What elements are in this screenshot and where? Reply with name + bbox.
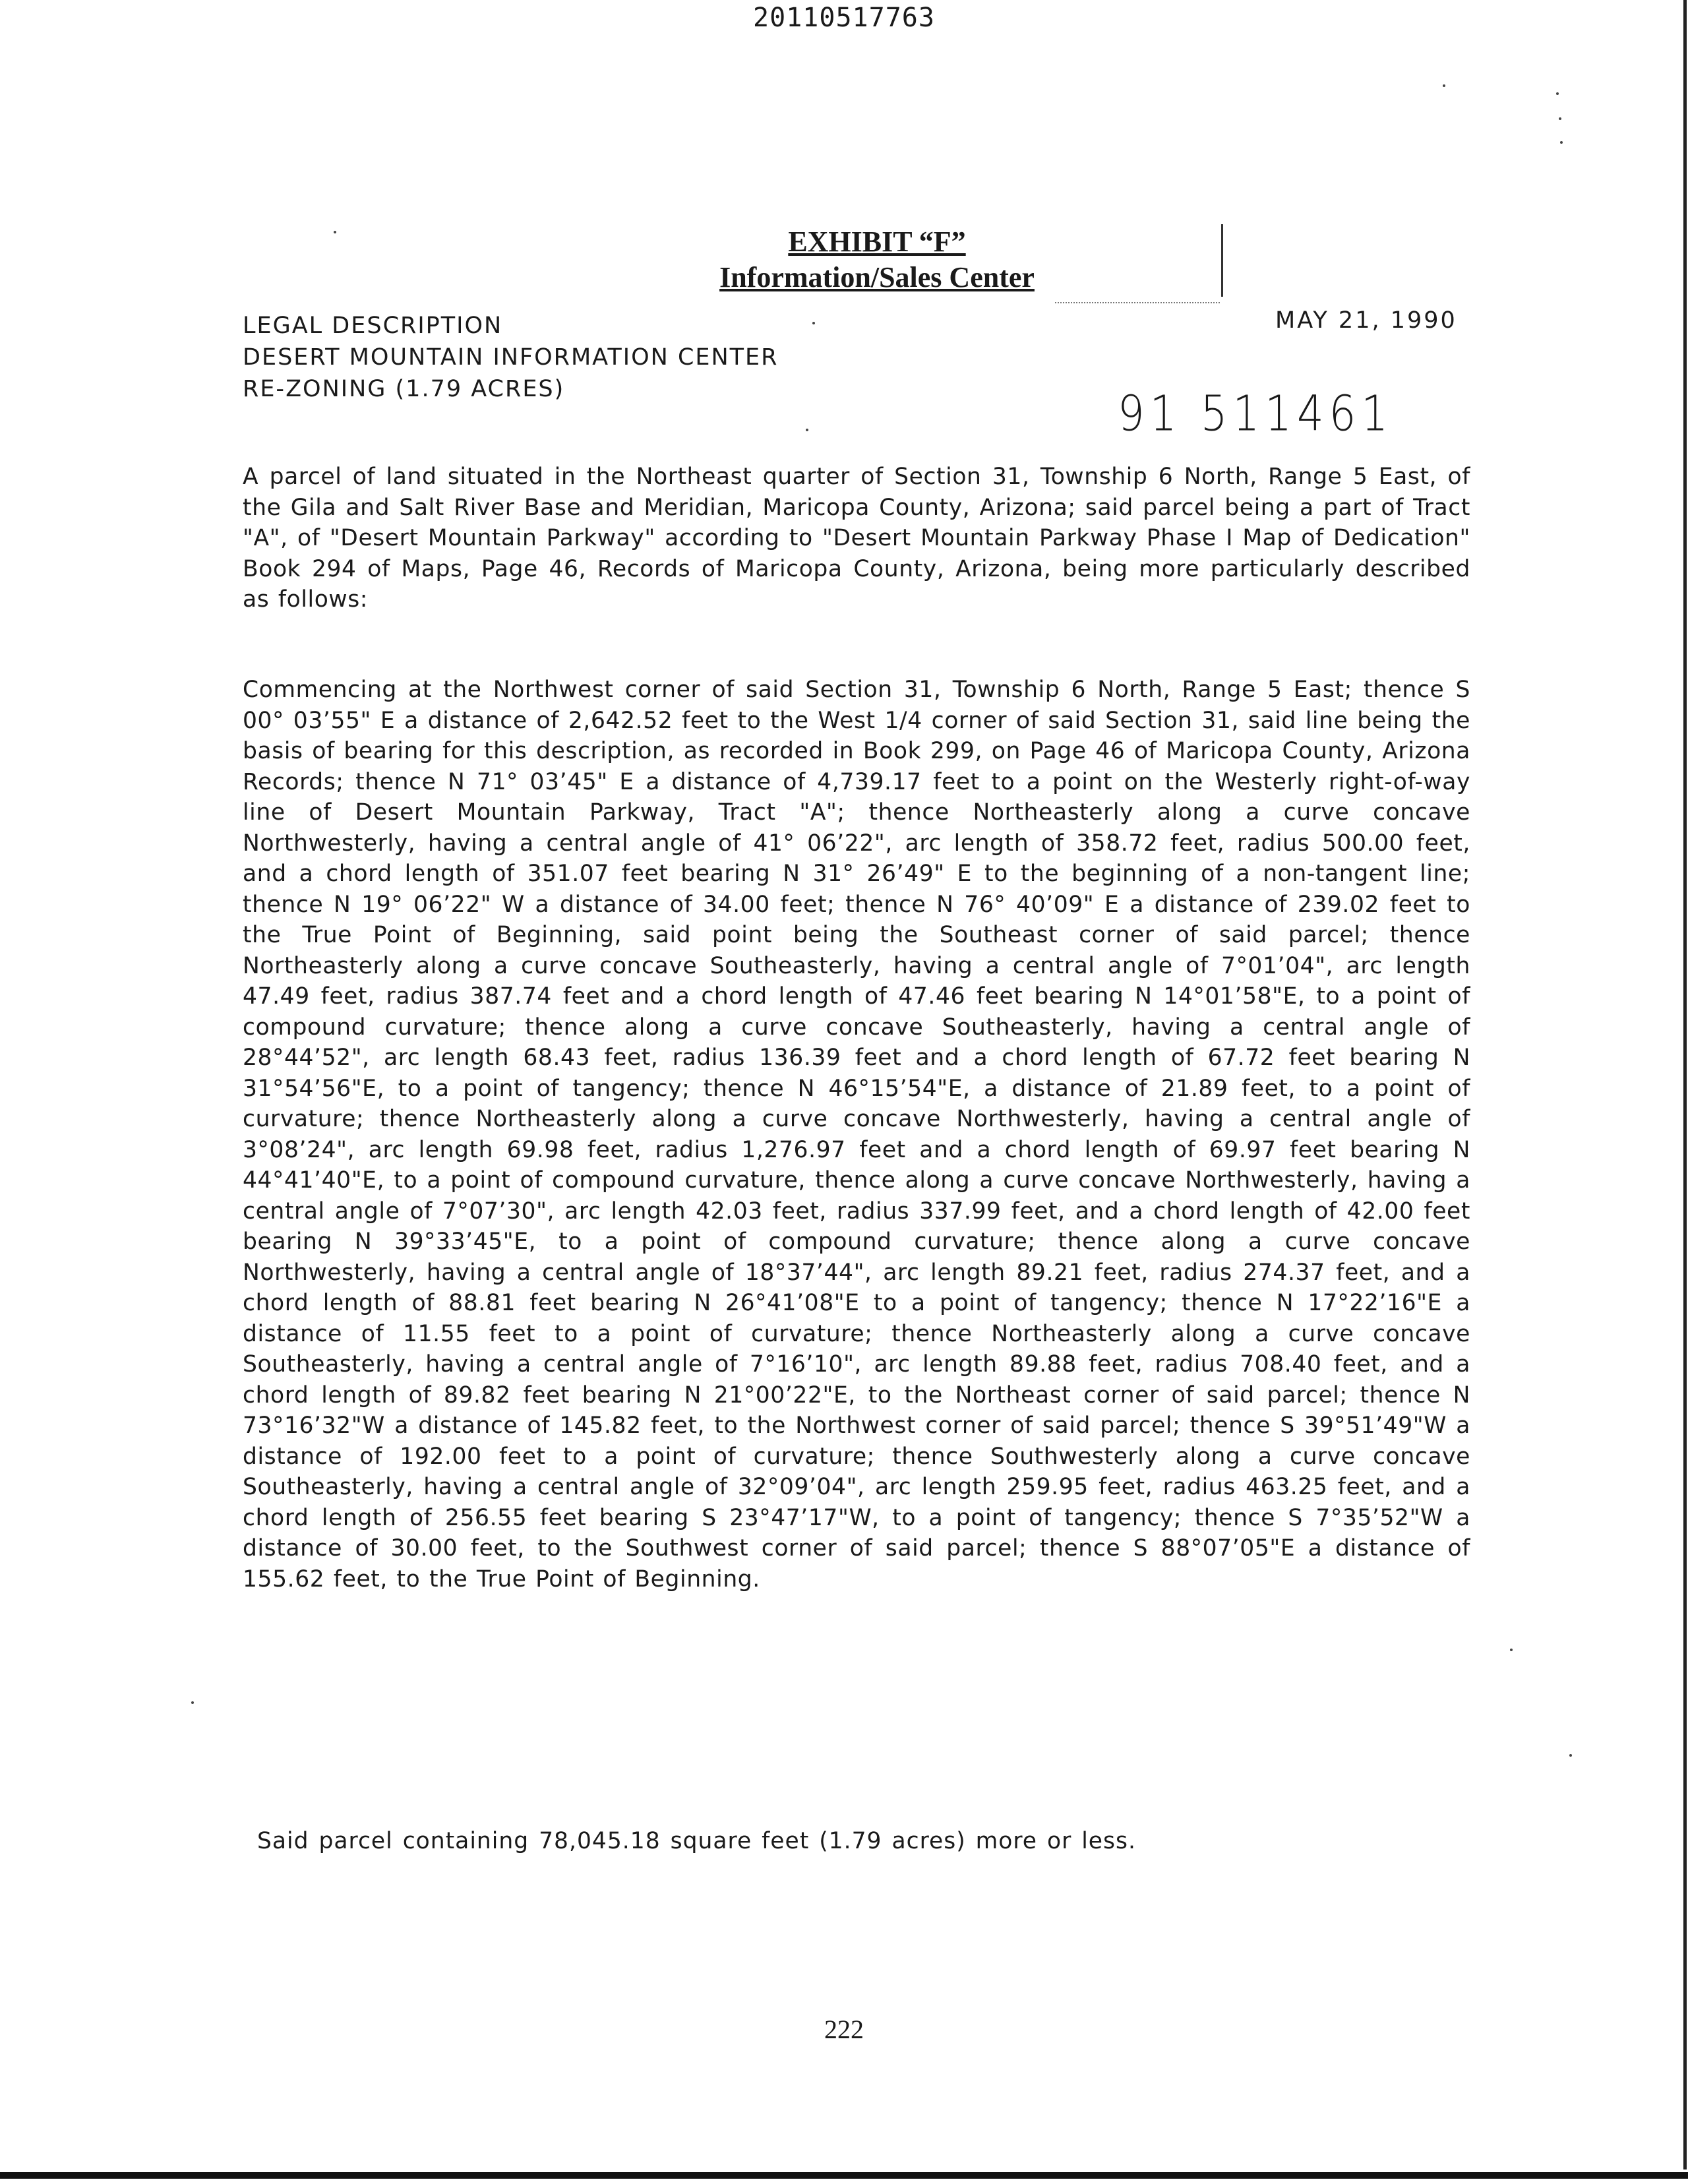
page-number: 222 [824, 2015, 864, 2044]
scan-speck [191, 1701, 194, 1704]
scan-speck [1560, 141, 1563, 144]
exhibit-heading [646, 224, 1108, 295]
recording-number: 20110517763 [753, 3, 935, 33]
scan-right-edge [1683, 0, 1687, 2169]
scan-speck [1556, 92, 1559, 95]
header-line-2: DESERT MOUNTAIN INFORMATION CENTER [243, 344, 779, 371]
description-paragraph: Commencing at the Northwest corner of said Section 31, Township 6 North, Range 5 East; thence S 00° 03’55" E a distance of 2,642.52 feet to the West 1/4 corner of said Section 31, said line being the basis of bearing for this description, as recorded in Book 299, on Page 46 of Maricopa County, Arizona Records; thence N 71° 03’45" E a distance of 4,739.17 feet to a point on the Westerly right-of-way line of Desert Mountain Parkway, Tract "A"; thence Northeasterly along a curve concave Northwesterly, having a central angle of 41° 06’22", arc length of 358.72 feet, radius 500.00 feet, and a chord length of 351.07 feet bearing N 31° 26’49" E to the beginning of a non-tangent line; thence N 19° 06’22" W a distance of 34.00 feet; thence N 76° 40’09" E a distance of 239.02 feet to the True Point of Beginning, said point being the Southeast corner of said parcel; thence Northeasterly along a curve concave Southeasterly, having a central angle of 7°01’04", arc length 47.49 feet, radius 387.74 feet and a chord length of 47.46 feet bearing N 14°01’58"E, to a point of compound curvature; thence along a curve concave Southeasterly, having a central angle of 28°44’52", arc length 68.43 feet, radius 136.39 feet and a chord length of 67.72 feet bearing N 31°54’56"E, to a point of tangency; thence N 46°15’54"E, a distance of 21.89 feet, to a point of curvature; thence Northeasterly along a curve concave Northwesterly, having a central angle of 3°08’24", arc length 69.98 feet, radius 1,276.97 feet and a chord length of 69.97 feet bearing N 44°41’40"E, to a point of compound curvature, thence along a curve concave Northwesterly, having a central angle of 7°07’30", arc length 42.03 feet, radius 337.99 feet, and a chord length of 42.00 feet bearing N 39°33’45"E, to a point of compound curvature; thence along a curve concave Northwesterly, having a central angle of 18°37’44", arc length 89.21 feet, radius 274.37 feet, and a chord length of 88.81 feet bearing N 26°41’08"E to a point of tangency; thence N 17°22’16"E a distance of 11.55 feet to a point of curvature; thence Northeasterly along a curve concave Southeasterly, having a central angle of 7°16’10", arc length 89.88 feet, radius 708.40 feet, and a chord length of 89.82 feet bearing N 21°00’22"E, to the Northeast corner of said parcel; thence N 73°16’32"W a distance of 145.82 feet, to the Northwest corner of said parcel; thence S 39°51’49"W a distance of 192.00 feet to a point of curvature; thence Southwesterly along a curve concave Southeasterly, having a central angle of 32°09’04", arc length 259.95 feet, radius 463.25 feet, and a chord length of 256.55 feet bearing S 23°47’17"W, to a point of tangency; thence S 7°35’52"W a distance of 30.00 feet, to the Southwest corner of said parcel; thence S 88°07’05"E a distance of 155.62 feet, to the True Point of Beginning. [243, 677, 1470, 1592]
dotted-rule [1055, 302, 1220, 303]
header-line-1: LEGAL DESCRIPTION [243, 313, 503, 339]
scan-speck [1443, 84, 1445, 87]
scan-speck [812, 322, 815, 324]
exhibit-title: EXHIBIT “F” [788, 226, 966, 258]
scan-speck [1569, 1754, 1572, 1757]
scan-speck [1510, 1649, 1513, 1651]
handwritten-number: 91 511461 [1118, 386, 1394, 443]
scan-speck [334, 231, 336, 233]
vertical-rule [1221, 224, 1223, 297]
closing-paragraph: Said parcel containing 78,045.18 square feet (1.79 acres) more or less. [257, 1828, 1136, 1854]
exhibit-subtitle: Information/Sales Center [719, 261, 1035, 293]
scan-bottom-edge [0, 2172, 1688, 2179]
scan-speck [806, 429, 808, 431]
scan-speck [1559, 117, 1561, 120]
header-line-3: RE-ZONING (1.79 ACRES) [243, 376, 565, 402]
intro-paragraph: A parcel of land situated in the Northeast quarter of Section 31, Township 6 North, Range 5 East, of the Gila and Salt River Base and Meridian, Maricopa County, Arizona; said parcel being a part of Tract "A", of "Desert Mountain Parkway" according to "Desert Mountain Parkway Phase I Map of Dedication" Book 294 of Maps, Page 46, Records of Maricopa County, Arizona, being more particularly described as follows: [243, 464, 1470, 613]
document-date: MAY 21, 1990 [1275, 307, 1457, 334]
legal-description-header [243, 310, 779, 405]
